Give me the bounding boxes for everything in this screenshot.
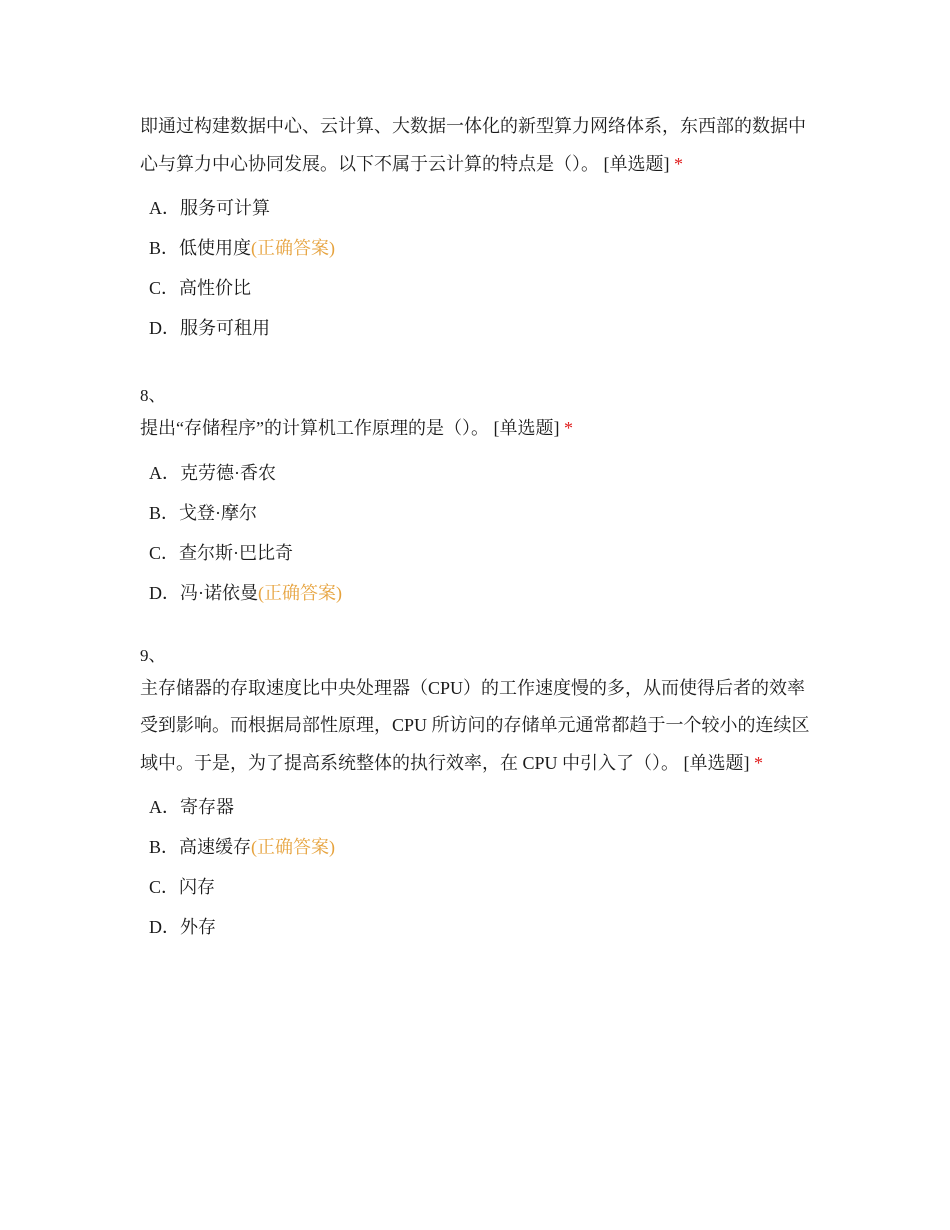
option-text: 服务可计算 bbox=[180, 198, 270, 218]
correct-answer-mark: (正确答案) bbox=[251, 837, 336, 857]
option-text: 外存 bbox=[180, 917, 216, 937]
question-text: 提出“存储程序”的计算机工作原理的是（）。 [单选题] * bbox=[140, 418, 573, 438]
correct-answer-mark: (正确答案) bbox=[251, 238, 336, 258]
question-number: 8、 bbox=[140, 386, 166, 405]
question-type-label: [单选题] bbox=[493, 418, 560, 438]
option-d[interactable] bbox=[140, 907, 815, 947]
option-letter: D． bbox=[149, 318, 180, 338]
required-mark: * bbox=[563, 418, 573, 438]
question-list bbox=[140, 108, 815, 947]
question-separator bbox=[140, 348, 815, 384]
question-text: 即通过构建数据中心、云计算、大数据一体化的新型算力网络体系，东西部的数据中心与算力中心协同发展。以下不属于云计算的特点是（）。 [单选题] * bbox=[140, 116, 806, 174]
option-letter: B． bbox=[149, 502, 180, 523]
option-text: 服务可租用 bbox=[180, 318, 270, 338]
question-text: 主存储器的存取速度比中央处理器（CPU）的工作速度慢的多，从而使得后者的效率受到影响。而根据局部性原理，CPU 所访问的存储单元通常都趋于一个较小的连续区域中。于是，为了提高系统整体的执行效率，在 CPU 中引入了（）。 [单选题] * bbox=[140, 677, 810, 773]
option-letter: C． bbox=[149, 877, 180, 897]
question-type-label: [单选题] bbox=[603, 153, 670, 174]
option-letter: A． bbox=[149, 462, 180, 483]
option-d[interactable] bbox=[140, 573, 815, 613]
option-letter: C． bbox=[149, 278, 180, 298]
option-letter: D． bbox=[149, 917, 180, 937]
required-mark: * bbox=[754, 752, 764, 773]
option-text: 高性价比 bbox=[179, 278, 252, 298]
option-text: 低使用度 bbox=[179, 238, 252, 258]
question-block bbox=[140, 384, 815, 613]
option-list bbox=[140, 787, 815, 947]
option-text: 冯·诺依曼 bbox=[180, 582, 258, 603]
option-c[interactable] bbox=[140, 867, 815, 907]
option-letter: C． bbox=[149, 542, 180, 563]
option-d[interactable] bbox=[140, 308, 815, 348]
option-text: 高速缓存 bbox=[179, 837, 252, 857]
option-text: 寄存器 bbox=[180, 797, 234, 817]
option-a[interactable] bbox=[140, 787, 815, 827]
option-text: 查尔斯·巴比奇 bbox=[179, 542, 294, 563]
option-b[interactable] bbox=[140, 827, 815, 867]
option-list bbox=[140, 453, 815, 613]
option-letter: B． bbox=[149, 837, 180, 857]
option-letter: D． bbox=[149, 582, 180, 603]
question-separator bbox=[140, 613, 815, 644]
option-text: 闪存 bbox=[179, 877, 216, 897]
option-c[interactable] bbox=[140, 533, 815, 573]
option-list bbox=[140, 188, 815, 348]
option-a[interactable] bbox=[140, 188, 815, 228]
option-text: 戈登·摩尔 bbox=[179, 502, 258, 523]
question-type-label: [单选题] bbox=[683, 752, 750, 773]
option-letter: B． bbox=[149, 238, 180, 258]
option-b[interactable] bbox=[140, 493, 815, 533]
required-mark: * bbox=[674, 153, 683, 174]
option-letter: A． bbox=[149, 797, 180, 817]
question-number: 9、 bbox=[140, 645, 166, 665]
option-c[interactable] bbox=[140, 268, 815, 308]
question-block bbox=[140, 108, 815, 348]
option-letter: A． bbox=[149, 198, 180, 218]
correct-answer-mark: (正确答案) bbox=[258, 582, 342, 603]
question-block bbox=[140, 644, 815, 948]
option-text: 克劳德·香农 bbox=[180, 462, 276, 483]
option-b[interactable] bbox=[140, 228, 815, 268]
option-a[interactable] bbox=[140, 453, 815, 493]
